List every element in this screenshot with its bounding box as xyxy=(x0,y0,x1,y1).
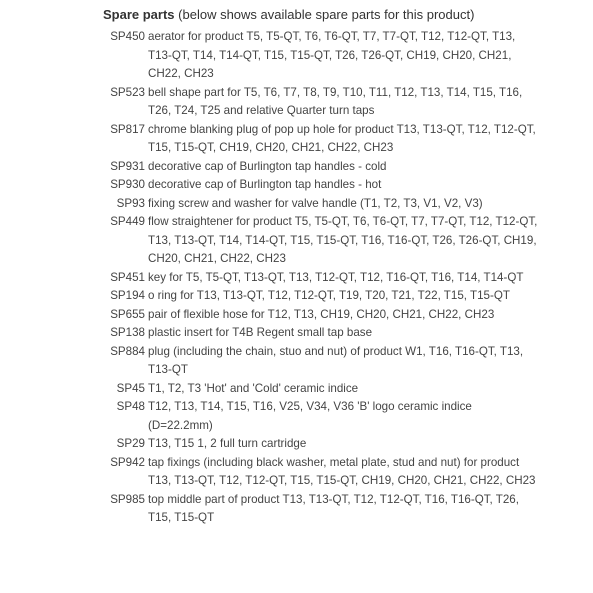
part-description: top middle part of product T13, T13-QT, T12, T12-QT, T16, T16-QT, T26, T15, T15-QT xyxy=(148,492,519,524)
spare-part-item xyxy=(103,398,583,435)
spare-part-item xyxy=(103,343,583,380)
part-code: SP817 xyxy=(110,122,145,136)
spare-part-item xyxy=(103,195,583,214)
part-description: decorative cap of Burlington tap handles - cold xyxy=(148,159,387,173)
part-description: pair of flexible hose for T12, T13, CH19, CH20, CH21, CH22, CH23 xyxy=(148,307,495,321)
part-description: tap fixings (including black washer, metal plate, stud and nut) for product T13, T13-QT, T12, T12-QT, T15, T15-QT, CH19, CH20, CH21, CH22, CH23 xyxy=(148,455,536,487)
spare-part-item xyxy=(103,491,583,528)
part-description: T13, T15 1, 2 full turn cartridge xyxy=(148,437,307,450)
part-code: SP985 xyxy=(110,492,145,506)
spare-part-item xyxy=(103,435,583,454)
part-code: SP48 xyxy=(116,400,145,413)
part-description: aerator for product T5, T5-QT, T6, T6-QT, T7, T7-QT, T12, T12-QT, T13, T13-QT, T14, T14-QT, T15, T15-QT, T26, T26-QT, CH19, CH20, CH21, CH22, CH23 xyxy=(148,30,516,80)
part-description: fixing screw and washer for valve handle (T1, T2, T3, V1, V2, V3) xyxy=(148,196,483,210)
spare-part-item xyxy=(103,324,583,343)
part-code: SP450 xyxy=(110,30,145,43)
part-code: SP138 xyxy=(110,326,145,339)
spare-part-item xyxy=(103,213,583,269)
spare-part-item xyxy=(103,121,583,158)
part-code: SP29 xyxy=(116,437,145,450)
spare-parts-list xyxy=(103,28,583,528)
spare-part-item xyxy=(103,306,583,325)
part-code: SP194 xyxy=(110,289,145,302)
part-code: SP93 xyxy=(116,196,145,210)
part-code: SP45 xyxy=(116,381,145,395)
part-code: SP931 xyxy=(110,159,145,173)
part-description: decorative cap of Burlington tap handles - hot xyxy=(148,178,382,191)
part-description: o ring for T13, T13-QT, T12, T12-QT, T19, T20, T21, T22, T15, T15-QT xyxy=(148,289,510,302)
spare-parts-heading xyxy=(103,6,583,24)
part-description: T1, T2, T3 'Hot' and 'Cold' ceramic indice xyxy=(148,381,359,395)
part-description: T12, T13, T14, T15, T16, V25, V34, V36 'B' logo ceramic indice (D=22.2mm) xyxy=(148,400,472,432)
heading-title: Spare parts xyxy=(103,7,175,22)
part-code: SP884 xyxy=(110,344,145,358)
spare-part-item xyxy=(103,158,583,177)
spare-part-item xyxy=(103,269,583,288)
part-code: SP942 xyxy=(110,455,145,469)
part-description: plug (including the chain, stuo and nut) of product W1, T16, T16-QT, T13, T13-QT xyxy=(148,344,524,376)
part-code: SP449 xyxy=(110,215,145,228)
part-code: SP655 xyxy=(110,307,145,321)
spare-part-item xyxy=(103,176,583,195)
part-code: SP451 xyxy=(110,270,145,284)
spare-part-item xyxy=(103,380,583,399)
part-description: key for T5, T5-QT, T13-QT, T13, T12-QT, T12, T16-QT, T16, T14, T14-QT xyxy=(148,270,524,284)
part-description: bell shape part for T5, T6, T7, T8, T9, T10, T11, T12, T13, T14, T15, T16, T26, T24, T25 and relative Quarter turn taps xyxy=(148,85,523,117)
heading-subtitle: (below shows available spare parts for this product) xyxy=(178,7,475,22)
part-description: flow straightener for product T5, T5-QT, T6, T6-QT, T7, T7-QT, T12, T12-QT, T13, T13-QT, T14, T14-QT, T15, T15-QT, T16, T16-QT, T26, T26-QT, CH19, CH20, CH21, CH22, CH23 xyxy=(148,215,538,265)
spare-part-item xyxy=(103,454,583,491)
part-code: SP523 xyxy=(110,85,145,99)
spare-part-item xyxy=(103,28,583,84)
spare-part-item xyxy=(103,287,583,306)
spare-part-item xyxy=(103,84,583,121)
part-description: chrome blanking plug of pop up hole for product T13, T13-QT, T12, T12-QT, T15, T15-QT, CH19, CH20, CH21, CH22, CH23 xyxy=(148,122,536,154)
part-description: plastic insert for T4B Regent small tap base xyxy=(148,326,373,339)
part-code: SP930 xyxy=(110,178,145,191)
